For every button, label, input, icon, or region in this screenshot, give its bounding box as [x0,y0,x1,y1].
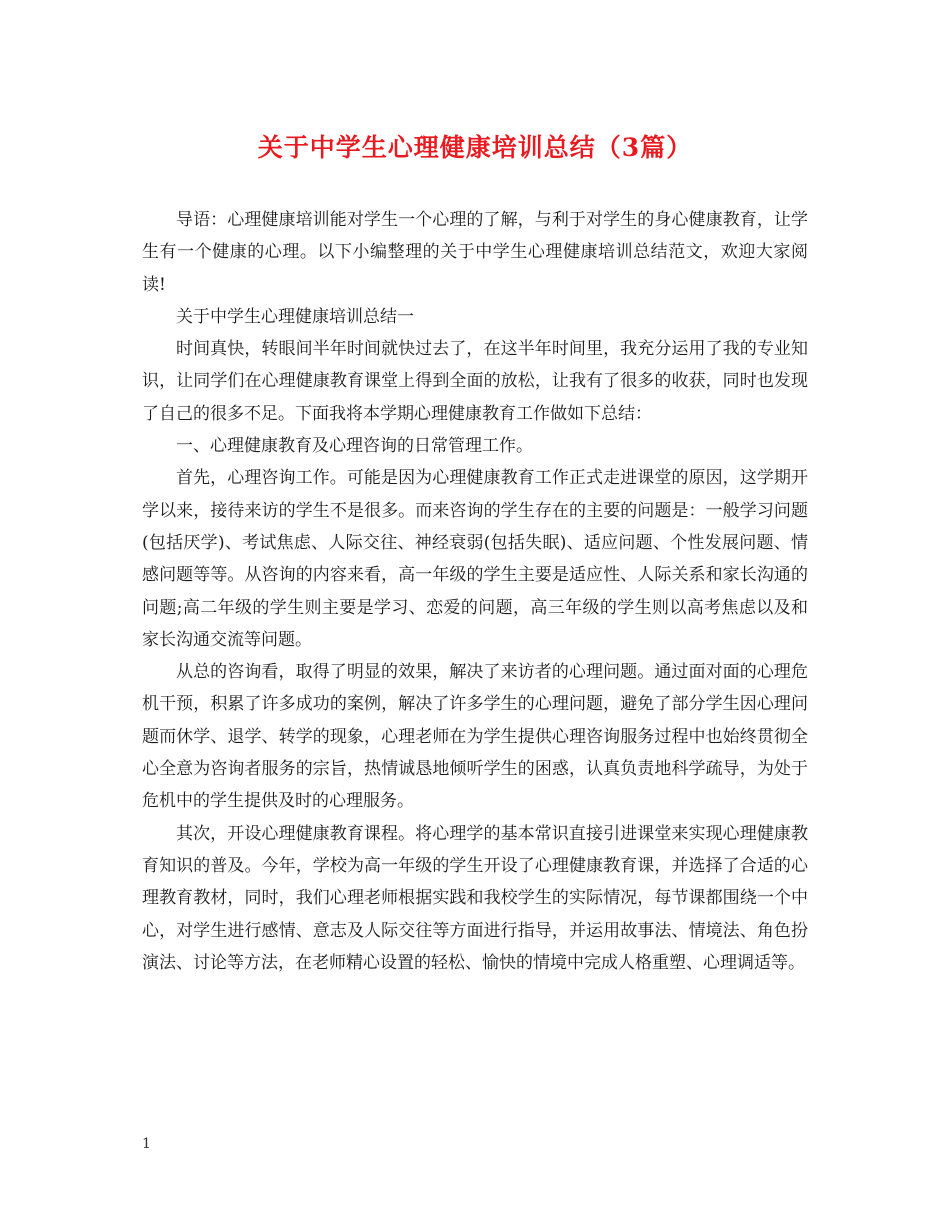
paragraph-results: 从总的咨询看，取得了明显的效果，解决了来访者的心理问题。通过面对面的心理危机干预，积累了许多成功的案例，解决了许多学生的心理问题，避免了部分学生因心理问题而休学、退学、转学的现象，心理老师在为学生提供心理咨询服务过程中也始终贯彻全心全意为咨询者服务的宗旨，热情诚恳地倾听学生的困惑，认真负责地科学疏导，为处于危机中的学生提供及时的心理服务。 [142,662,808,812]
paragraph-opening: 时间真快，转眼间半年时间就快过去了，在这半年时间里，我充分运用了我的专业知识，让同学们在心理健康教育课堂上得到全面的放松，让我有了很多的收获，同时也发现了自己的很多不足。下面我将本学期心理健康教育工作做如下总结： [142,339,808,424]
paragraph-subheading: 一、心理健康教育及心理咨询的日常管理工作。 [176,436,533,457]
page-number: 1 [142,1136,151,1152]
paragraph-intro: 导语：心理健康培训能对学生一个心理的了解，与利于对学生的身心健康教育，让学生有一个健康的心理。以下小编整理的关于中学生心理健康培训总结范文，欢迎大家阅读! [142,210,808,295]
paragraph-section-heading: 关于中学生心理健康培训总结一 [176,306,414,327]
paragraph-counseling: 首先，心理咨询工作。可能是因为心理健康教育工作正式走进课堂的原因，这学期开学以来，接待来访的学生不是很多。而来咨询的学生存在的主要的问题是：一般学习问题(包括厌学)、考试焦虑、人际交往、神经衰弱(包括失眠)、适应问题、个性发展问题、情感问题等等。从咨询的内容来看，高一年级的学生主要是适应性、人际关系和家长沟通的问题;高二年级的学生则主要是学习、恋爱的问题，高三年级的学生则以高考焦虑以及和家长沟通交流等问题。 [142,468,808,650]
document-body [142,204,808,979]
paragraph-courses: 其次，开设心理健康教育课程。将心理学的基本常识直接引进课堂来实现心理健康教育知识的普及。今年，学校为高一年级的学生开设了心理健康教育课，并选择了合适的心理教育教材，同时，我们心理老师根据实践和我校学生的实际情况，每节课都围绕一个中心，对学生进行感情、意志及人际交往等方面进行指导，并运用故事法、情境法、角色扮演法、讨论等方法，在老师精心设置的轻松、愉快的情境中完成人格重塑、心理调适等。 [142,823,808,973]
document-title: 关于中学生心理健康培训总结（3篇） [257,133,693,162]
